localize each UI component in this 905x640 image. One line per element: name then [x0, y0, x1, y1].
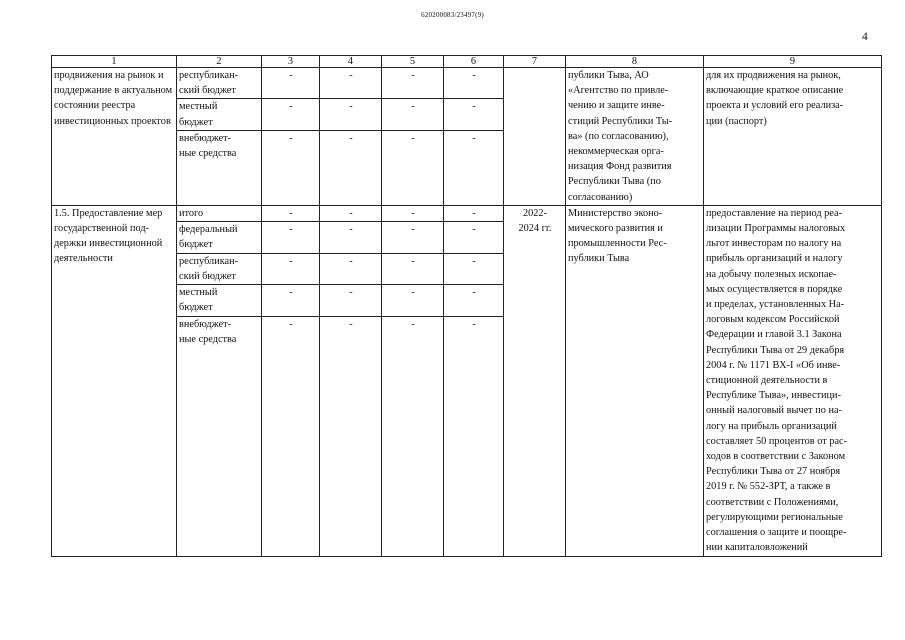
- value-cell: -: [444, 285, 504, 317]
- value-cell: -: [262, 99, 320, 130]
- value-cell: -: [444, 316, 504, 556]
- value-cell: -: [444, 222, 504, 254]
- value-cell: -: [444, 130, 504, 205]
- column-number-row: [52, 56, 882, 68]
- value-cell: -: [444, 99, 504, 130]
- value-cell: -: [320, 253, 382, 285]
- value-cell: -: [262, 130, 320, 205]
- value-cell: -: [320, 130, 382, 205]
- result-cell: предоставление на период реа- лизации Программы налоговых льгот инвесторам по налогу на прибыль организаций и налогу на добычу полезных ископае- мых осуществляется в порядке и пределах, установленных На- логовым кодексом Российской Федерации и главой 3.1 Закона Республики Тыва от 29 декабря 2004 г. № 1171 ВХ-I «Об инве- стиционной деятельности в Республике Тыва», инвестици- онный налоговый вычет по на- логу на прибыль организаций составляет 50 процентов от рас- ходов в соответствии с Законом Республики Тыва от 27 ноября 2019 г. № 552-ЗРТ, а также в соответствии с Положениями, регулирующими региональные соглашения о защите и поощре- нии капиталовложений: [704, 205, 882, 556]
- table-row: [52, 68, 882, 99]
- value-cell: -: [382, 222, 444, 254]
- measure-name-cell: продвижения на рынок и поддержание в актуальном состоянии реестра инвестиционных проектов: [52, 68, 177, 206]
- table-row: [52, 205, 882, 221]
- value-cell: -: [382, 130, 444, 205]
- value-cell: -: [382, 253, 444, 285]
- funding-source-cell: местный бюджет: [177, 285, 262, 317]
- document-id: 620200083/23497(9): [421, 11, 484, 19]
- col-header-7: 7: [504, 56, 566, 68]
- col-header-6: 6: [444, 56, 504, 68]
- result-cell: для их продвижения на рынок, включающие краткое описание проекта и условий его реализа- ции (паспорт): [704, 68, 882, 206]
- value-cell: -: [382, 285, 444, 317]
- program-table: [51, 55, 882, 557]
- value-cell: -: [262, 253, 320, 285]
- value-cell: -: [382, 205, 444, 221]
- measure-name-cell: 1.5. Предоставление мер государственной под- держки инвестиционной деятельности: [52, 205, 177, 556]
- value-cell: -: [320, 316, 382, 556]
- funding-source-cell: республикан- ский бюджет: [177, 253, 262, 285]
- funding-source-cell: республикан- ский бюджет: [177, 68, 262, 99]
- value-cell: -: [262, 316, 320, 556]
- funding-source-cell: внебюджет- ные средства: [177, 316, 262, 556]
- value-cell: -: [320, 285, 382, 317]
- value-cell: -: [262, 285, 320, 317]
- col-header-8: 8: [566, 56, 704, 68]
- col-header-4: 4: [320, 56, 382, 68]
- value-cell: -: [444, 253, 504, 285]
- funding-source-cell: местный бюджет: [177, 99, 262, 130]
- col-header-1: 1: [52, 56, 177, 68]
- value-cell: -: [382, 316, 444, 556]
- value-cell: -: [382, 68, 444, 99]
- col-header-2: 2: [177, 56, 262, 68]
- funding-source-cell: итого: [177, 205, 262, 221]
- value-cell: -: [320, 99, 382, 130]
- value-cell: -: [262, 68, 320, 99]
- col-header-5: 5: [382, 56, 444, 68]
- value-cell: -: [262, 222, 320, 254]
- col-header-3: 3: [262, 56, 320, 68]
- page-number: 4: [862, 31, 868, 43]
- value-cell: -: [444, 205, 504, 221]
- executor-cell: Министерство эконо- мического развития и промышленности Рес- публики Тыва: [566, 205, 704, 556]
- period-cell: [504, 68, 566, 206]
- funding-source-cell: федеральный бюджет: [177, 222, 262, 254]
- value-cell: -: [320, 222, 382, 254]
- value-cell: -: [320, 68, 382, 99]
- value-cell: -: [262, 205, 320, 221]
- executor-cell: публики Тыва, АО «Агентство по привле- чению и защите инве- стиций Республики Ты- ва» (по согласованию), некоммерческая орга- низация Фонд развития Республики Тыва (по согласованию): [566, 68, 704, 206]
- value-cell: -: [444, 68, 504, 99]
- value-cell: -: [382, 99, 444, 130]
- col-header-9: 9: [704, 56, 882, 68]
- period-cell: 2022- 2024 гг.: [504, 205, 566, 556]
- funding-source-cell: внебюджет- ные средства: [177, 130, 262, 205]
- value-cell: -: [320, 205, 382, 221]
